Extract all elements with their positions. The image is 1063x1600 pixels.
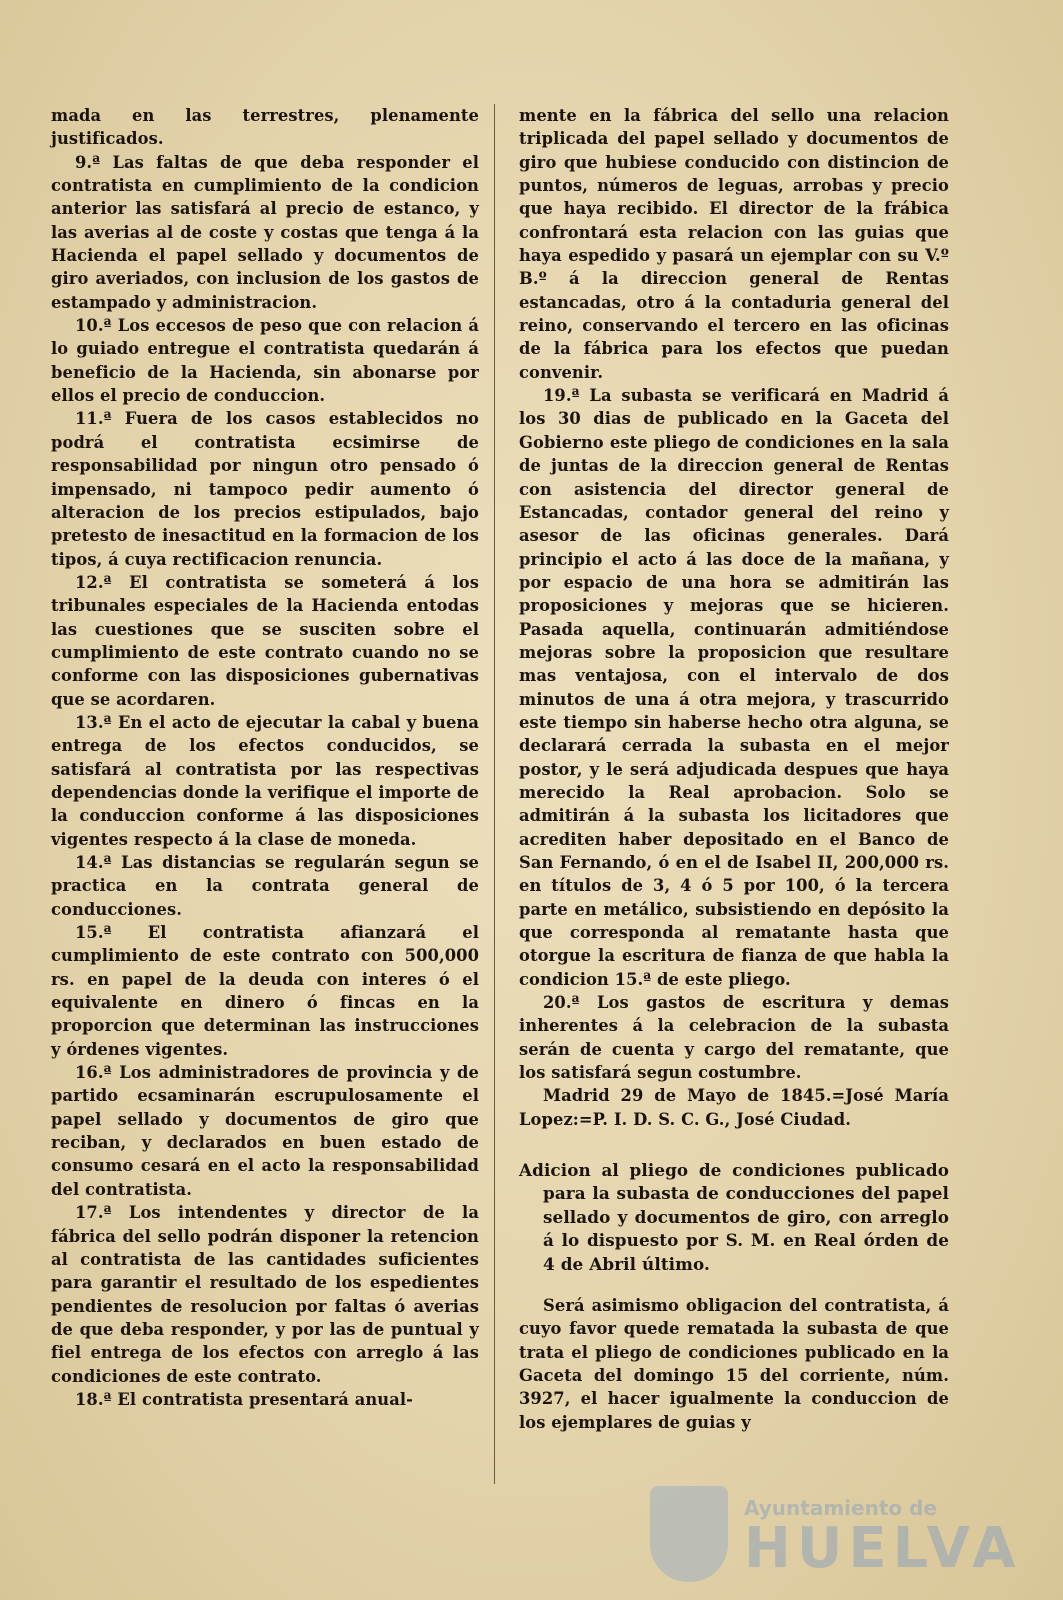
condition-12: 12.ª El contratista se someterá á los tribunales especiales de la Hacienda entodas las cuestiones que se susciten sobre el cumplimiento de este contrato cuando no se conforme con las disposiciones gubernativas que se acordaren. <box>51 572 479 709</box>
paragraph-continuation: mada en las terrestres, plenamente justificados. <box>51 106 479 149</box>
condition-18-continuation: mente en la fábrica del sello una relacion triplicada del papel sellado y documentos de giro que hubiese conducido con distincion de puntos, números de leguas, arrobas y precio que haya recibido. El director de la frábica confrontará esta relacion con las guias que haya espedido y pasará un ejemplar con su V.º B.º á la direccion general de Rentas estancadas, otro á la contaduria general del reino, conservando el tercero en las oficinas de la fábrica para los efectos que puedan convenir. <box>519 106 949 382</box>
condition-19: 19.ª La subasta se verificará en Madrid á los 30 dias de publicado en la Gaceta del Gobierno este pliego de condiciones en la sala de juntas de la direccion general de Rentas con asistencia del director general de Estancadas, contador general del reino y asesor de las oficinas generales. Dará principio el acto á las doce de la mañana, y por espacio de una hora se admitirán las proposiciones y mejoras que se hicieren. Pasada aquella, continuarán admitiéndose mejoras sobre la proposicion que resultare mas ventajosa, con el intervalo de dos minutos de una á otra mejora, y trascurrido este tiempo sin haberse hecho otra alguna, se declarará cerrada la subasta en el mejor postor, y le será adjudicada despues que haya merecido la Real aprobacion. Solo se admitirán á la subasta los licitadores que acrediten haber depositado en el Banco de San Fernando, ó en el de Isabel II, 200,000 rs. en títulos de 3, 4 ó 5 por 100, ó la tercera parte en metálico, subsistiendo en depósito la que corresponda al rematante hasta que otorgue la escritura de fianza de que habla la condicion 15.ª de este pliego. <box>519 386 949 989</box>
condition-18: 18.ª El contratista presentará anual- <box>75 1389 414 1409</box>
watermark <box>650 1478 1022 1588</box>
watermark-small-text: Ayuntamiento de <box>744 1496 937 1520</box>
addition-title-rest: para la subasta de conducciones del papel sellado y documentos de giro, con arreglo á lo dispuesto por S. M. en Real órden de 4 de Abril último. <box>543 1183 949 1274</box>
coat-of-arms-icon <box>650 1486 728 1582</box>
condition-14: 14.ª Las distancias se regularán segun se practica en la contrata general de conducciones. <box>51 853 479 919</box>
condition-16: 16.ª Los administradores de provincia y de partido ecsaminarán escrupulosamente el papel sellado y documentos de giro que reciban, y declarados en buen estado de consumo cesará en el acto la responsabilidad del contratista. <box>51 1063 479 1199</box>
condition-13: 13.ª En el acto de ejecutar la cabal y buena entrega de los efectos conducidos, se satisfará al contratista por las respectivas dependencias donde la verifique el importe de la conduccion conforme á las disposiciones vigentes respecto á la clase de moneda. <box>51 712 479 849</box>
condition-15: 15.ª El contratista afianzará el cumplimiento de este contrato con 500,000 rs. en papel de la deuda con interes ó el equivalente en dinero ó fincas en la proporcion que determinan las instrucciones y órdenes vigentes. <box>51 923 479 1059</box>
signature-line: Madrid 29 de Mayo de 1845.=José María Lopez:=P. I. D. S. C. G., José Ciudad. <box>519 1086 949 1129</box>
condition-10: 10.ª Los eccesos de peso que con relacion á lo guiado entregue el contratista quedarán á beneficio de la Hacienda, sin abonarse por ellos el precio de conduccion. <box>51 316 479 406</box>
left-column <box>51 104 479 1411</box>
column-divider <box>494 104 495 1484</box>
condition-17: 17.ª Los intendentes y director de la fábrica del sello podrán disponer la retencion al contratista de las cantidades suficientes para garantir el resultado de los espedientes pendientes de resolucion por faltas ó averias de que deba responder, y por las de puntual y fiel entrega de los efectos con arreglo á las condiciones de este contrato. <box>51 1203 479 1386</box>
addition-title <box>519 1159 949 1276</box>
right-column <box>519 104 949 1434</box>
addition-title-first: Adicion al pliego de condiciones publicado <box>519 1160 949 1181</box>
condition-11: 11.ª Fuera de los casos establecidos no podrá el contratista ecsimirse de responsabilidad por ningun otro pensado ó impensado, ni tampoco pedir aumento ó alteracion de los precios estipulados, bajo pretesto de inesactitud en la formacion de los tipos, á cuya rectificacion renuncia. <box>51 409 479 569</box>
condition-20: 20.ª Los gastos de escritura y demas inherentes á la celebracion de la subasta serán de cuenta y cargo del rematante, que los satisfará segun costumbre. <box>519 993 949 1083</box>
condition-9: 9.ª Las faltas de que deba responder el contratista en cumplimiento de la condicion anterior las satisfará al precio de estanco, y las averias al de coste y costas que tenga á la Hacienda el papel sellado y documentos de giro averiados, con inclusion de los gastos de estampado y administracion. <box>51 152 479 312</box>
watermark-big-text: HUELVA <box>744 1516 1022 1581</box>
addition-text: Será asimismo obligacion del contratista, á cuyo favor quede rematada la subasta de que trata el pliego de condiciones publicado en la Gaceta del domingo 15 del corriente, núm. 3927, el hacer igualmente la conduccion de los ejemplares de guias y <box>519 1295 949 1432</box>
